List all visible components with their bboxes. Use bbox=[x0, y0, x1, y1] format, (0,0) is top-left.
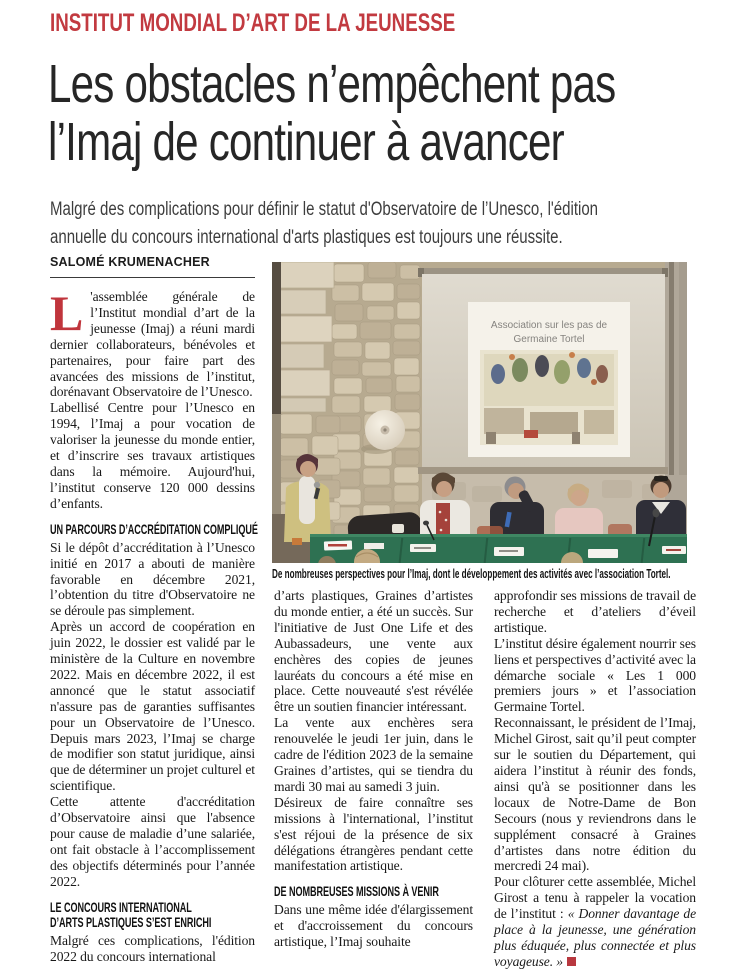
paragraph: Dans une même idée d'élargissement et d'accroissement du concours artistique, l’Imaj souhaite bbox=[274, 902, 473, 950]
photo-caption: De nombreuses perspectives pour l’Imaj, dont le développement des activités avec l’association Tortel. bbox=[272, 567, 671, 581]
paragraph: Reconnaissant, le président de l’Imaj, Michel Girost, sait qu’il peut compter sur le soutien du Département, qui aidera l’institut à réunir des fonds, ainsi qu'à se positionner dans les locaux de Notre-Dame de Bon Secours (nous y reviendrons dans le supplément consacré à Graines d’artistes dans notre édition du mercredi 24 mai). bbox=[494, 715, 696, 874]
article-column-2 bbox=[274, 588, 473, 950]
headline bbox=[48, 55, 738, 171]
byline-rule bbox=[50, 277, 255, 278]
paragraph: Labellisé Centre pour l’Unesco en 1994, l’Imaj a pour vocation de valoriser la jeunesse du monde entier, et d’inscrire ses travaux artistiques dans la mémoire. Aujourd'hui, l’institut conserve 120 000 dessins d’enfants. bbox=[50, 400, 255, 511]
closing-paragraph bbox=[494, 874, 696, 969]
article-column-3 bbox=[494, 588, 696, 970]
paragraph: Malgré ces complications, l'édition 2022 du concours international bbox=[50, 932, 255, 964]
paragraph: Après un accord de coopération en juin 2022, le dossier est validé par le ministère de la Culture en novembre 2022. Mais en décembre 2022, il est annoncé que le statut associatif n'assure pas de garanties suffisantes pour un Observatoire de l’Unesco. Depuis mars 2023, l’Imaj se charge de modifier son statut juridique, ainsi que de déterminer un projet culturel et scientifique. bbox=[50, 619, 255, 794]
kicker-text: INSTITUT MONDIAL D’ART DE LA JEUNESSE bbox=[50, 9, 456, 37]
article-column-1 bbox=[50, 255, 258, 964]
lede-line-1: Malgré des complications pour définir le statut d'Observatoire de l’Unesco, l'édition bbox=[50, 199, 599, 220]
subhead-missions: DE NOMBREUSES MISSIONS À VENIR bbox=[274, 883, 439, 900]
end-mark bbox=[567, 957, 576, 966]
subhead-concours-line-1: LE CONCOURS INTERNATIONAL bbox=[50, 898, 192, 915]
dropcap: L bbox=[50, 285, 84, 341]
paragraph: Désireux de faire connaître ses missions à l'international, l’institut s'est réjoui de la présence de six délégations étrangères pendant cette manifestation artistique. bbox=[274, 794, 473, 874]
right-wall bbox=[665, 262, 687, 475]
closing-text: Pour clôturer cette assemblée, Michel Girost a tenu à rappeler la vocation de l’institut : bbox=[494, 874, 696, 922]
paragraph: Si le dépôt d’accréditation à l’Unesco initié en 2017 a abouti de manière favorable en décembre 2021, l’obtention du titre d'Observatoire ne se déroule pas simplement. bbox=[50, 539, 255, 619]
headline-line-1: Les obstacles n’empêchent pas bbox=[48, 54, 616, 114]
subhead-concours-line-2: D’ARTS PLASTIQUES S’EST ENRICHI bbox=[50, 913, 212, 930]
conference-photo-graphic bbox=[272, 262, 687, 563]
paragraph bbox=[50, 285, 255, 400]
lede bbox=[50, 196, 738, 252]
closing-quote: « Donner davantage de place à la jeunesse, une génération plus éduquée, plus connectée et plus voyageuse. » bbox=[494, 906, 696, 969]
microphone-icon bbox=[314, 482, 320, 488]
kicker bbox=[50, 8, 590, 38]
slide bbox=[468, 302, 630, 457]
slide-title-line-2: Germaine Tortel bbox=[513, 334, 585, 345]
byline: SALOMÉ KRUMENACHER bbox=[50, 255, 210, 269]
papers bbox=[364, 543, 384, 549]
conference-photo bbox=[272, 262, 687, 563]
paragraph: La vente aux enchères sera renouvelée le jeudi 1er juin, dans le cadre de l'édition 2023 de la semaine Graines d’artistes, qui se tiendra du mardi 30 mai au samedi 3 juin. bbox=[274, 715, 473, 794]
subhead-accreditation: UN PARCOURS D’ACCRÉDITATION COMPLIQUÉ bbox=[50, 520, 258, 537]
slide-title-line-1: Association sur les pas de bbox=[490, 320, 608, 331]
name-card bbox=[588, 549, 618, 558]
headline-line-2: l’Imaj de continuer à avancer bbox=[48, 112, 564, 172]
paragraph-text: 'assemblée générale de l’Institut mondial d’art de la jeunesse (Imaj) a réuni mardi dernier collaborateurs, bénévoles et partenaires, pour faire part des avancées des missions de l’institut, dorénavant Observatoire de l’Unesco. bbox=[50, 289, 255, 400]
door-edge bbox=[272, 262, 281, 414]
paragraph: approfondir ses missions de travail de recherche et d’ateliers d’éveil artistique. bbox=[494, 588, 696, 635]
paragraph: Cette attente d'accréditation d’Observatoire ainsi que l'absence pour cause de maladie d’une salariée, ont fait obstacle à l’accomplissement des objectifs déterminés pour l’année 2022. bbox=[50, 794, 255, 889]
sunglasses-icon bbox=[654, 476, 668, 481]
paragraph: L’institut désire également nourrir ses liens et perspectives d’activité avec la démarche sociale « Les 1 000 premiers jours » et l’association Germaine Tortel. bbox=[494, 635, 696, 715]
slide-drawing bbox=[480, 350, 618, 445]
paragraph: d’arts plastiques, Graines d’artistes du monde entier, a été un succès. Sur l'initiative de Just One Life et des Aubassadeurs, une vente aux enchères des copies de jeunes lauréats du concours a été mise en place. Cette nouveauté s'est révélée être un soutien financier intéressant. bbox=[274, 588, 473, 715]
lede-line-2: annuelle du concours international d'arts plastiques est toujours une réussite. bbox=[50, 227, 563, 248]
quoin-stones bbox=[280, 262, 334, 412]
